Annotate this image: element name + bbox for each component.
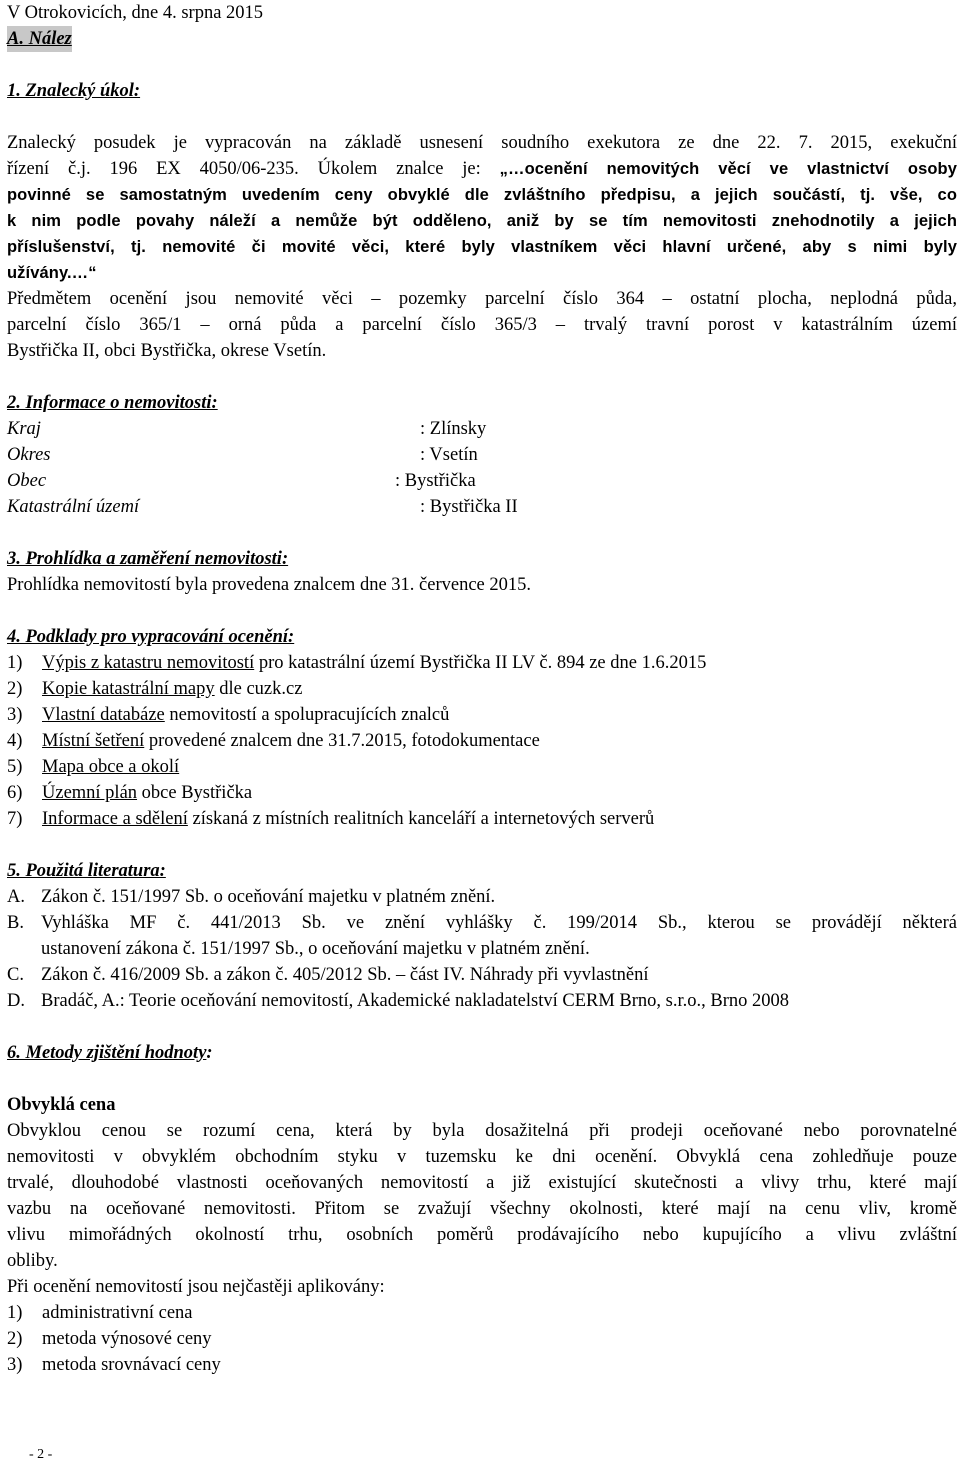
paragraph-line: Bystřička II, obci Bystřička, okrese Vsetín. (7, 341, 327, 361)
page-number: - 2 - (29, 1447, 53, 1462)
paragraph-line: vlivu mimořádných okolností trhu, osobních poměrů prodávajícího nebo kupujícího a vlivu zvláštní (7, 1225, 957, 1245)
info-row-obec: Obec : Bystřička (7, 471, 476, 491)
section-3-title: 3. Prohlídka a zaměření nemovitosti: (7, 549, 289, 569)
list-item: 4) Místní šetření provedené znalcem dne 31.7.2015, fotodokumentace (7, 731, 540, 751)
inspection-text: Prohlídka nemovitostí byla provedena znalcem dne 31. července 2015. (7, 575, 531, 595)
source-link: Výpis z katastru nemovitostí (42, 653, 255, 673)
sources-list (7, 650, 957, 832)
list-item: 5) Mapa obce a okolí (7, 757, 180, 777)
list-item: 1) administrativní cena (7, 1303, 193, 1323)
methods-list (7, 1300, 957, 1378)
section-1-title: 1. Znalecký úkol: (7, 81, 141, 101)
paragraph-line: trvalé, dlouhodobé vlastnosti oceňovaných nemovitostí a již existující skutečnosti a vlivy trhu, které mají (7, 1173, 957, 1193)
quote-line: užívány.…“ (7, 264, 97, 282)
source-link: Místní šetření (42, 731, 145, 751)
source-link: Mapa obce a okolí (42, 757, 180, 777)
list-item: B. Vyhláška MF č. 441/2013 Sb. ve znění vyhlášky č. 199/2014 Sb., kterou se provádějí některá ustanovení zákona č. 151/1997 Sb., o oceňování majetku v platném znění. (7, 913, 957, 959)
quote-line: příslušenství, tj. nemovité či movité věci, které byly vlastníkem věci hlavní určené, aby s nimi byly (7, 238, 957, 256)
paragraph-line: nemovitosti v obvyklém obchodním styku v tuzemsku ke dni ocenění. Obvyklá cena zohledňuje pouze (7, 1147, 957, 1167)
paragraph-text: řízení č.j. 196 EX 4050/06-235. Úkolem znalce je: (7, 159, 500, 179)
quote-line: povinné se samostatným uvedením ceny obvyklé dle zvláštního předpisu, a jejich součástí, tj. vše, co (7, 186, 957, 204)
list-item: 7) Informace a sdělení získaná z místních realitních kanceláří a internetových serverů (7, 809, 655, 829)
property-info-table (7, 416, 957, 520)
quote-text: „…ocenění nemovitých věcí ve vlastnictví osoby (499, 160, 957, 178)
paragraph-line: parcelní číslo 365/1 – orná půda a parcelní číslo 365/3 – trvalý travní porost v katastrálním území (7, 315, 957, 335)
source-link: Kopie katastrální mapy (42, 679, 215, 699)
source-link: Vlastní databáze (42, 705, 165, 725)
literature-list (7, 884, 957, 1014)
section-a-title: A. Nález (7, 26, 72, 52)
paragraph-line: vazbu na oceňované nemovitosti. Přitom se zvažují všechny okolnosti, které mají na cenu vliv, kromě (7, 1199, 957, 1219)
quote-line: k nim podle povahy náleží a nemůže být odděleno, aniž by se tím nemovitosti znehodnotily a jejich (7, 212, 957, 230)
paragraph-line: obliby. (7, 1251, 58, 1271)
list-item: 3) Vlastní databáze nemovitostí a spolupracujících znalců (7, 705, 450, 725)
list-item: 2) metoda výnosové ceny (7, 1329, 212, 1349)
list-item: 2) Kopie katastrální mapy dle cuzk.cz (7, 679, 303, 699)
document-page (7, 0, 957, 1378)
list-item: 3) metoda srovnávací ceny (7, 1355, 221, 1375)
list-item: A. Zákon č. 151/1997 Sb. o oceňování majetku v platném znění. (7, 887, 496, 907)
place-date: V Otrokovicích, dne 4. srpna 2015 (7, 3, 264, 23)
methods-intro: Při ocenění nemovitostí jsou nejčastěji aplikovány: (7, 1277, 385, 1297)
paragraph-line: Znalecký posudek je vypracován na základě usnesení soudního exekutora ze dne 22. 7. 2015, exekuční (7, 133, 957, 153)
paragraph-line: Předmětem ocenění jsou nemovité věci – pozemky parcelní číslo 364 – ostatní plocha, neplodná půda, (7, 289, 957, 309)
list-item: 6) Územní plán obce Bystřička (7, 783, 253, 803)
subsection-title: Obvyklá cena (7, 1095, 116, 1115)
info-row-okres: Okres : Vsetín (7, 445, 478, 465)
section-2-title: 2. Informace o nemovitosti: (7, 393, 218, 413)
source-link: Územní plán (42, 783, 138, 803)
section-6-title: 6. Metody zjištění hodnoty: (7, 1043, 213, 1063)
list-item: C. Zákon č. 416/2009 Sb. a zákon č. 405/2012 Sb. – část IV. Náhrady při vyvlastnění (7, 965, 649, 985)
section-5-title: 5. Použitá literatura: (7, 861, 166, 881)
paragraph-line: Obvyklou cenou se rozumí cena, která by byla dosažitelná při prodeji oceňované nebo porovnatelné (7, 1121, 957, 1141)
list-item: D. Bradáč, A.: Teorie oceňování nemovitostí, Akademické nakladatelství CERM Brno, s.r.o., Brno 2008 (7, 991, 789, 1011)
section-4-title: 4. Podklady pro vypracování ocenění: (7, 627, 295, 647)
source-link: Informace a sdělení (42, 809, 188, 829)
info-row-katastralni-uzemi: Katastrální území : Bystřička II (7, 497, 518, 517)
list-item: 1) Výpis z katastru nemovitostí pro katastrální území Bystřička II LV č. 894 ze dne 1.6.2015 (7, 653, 707, 673)
info-row-kraj: Kraj : Zlínsky (7, 419, 487, 439)
paragraph-line (7, 156, 957, 182)
